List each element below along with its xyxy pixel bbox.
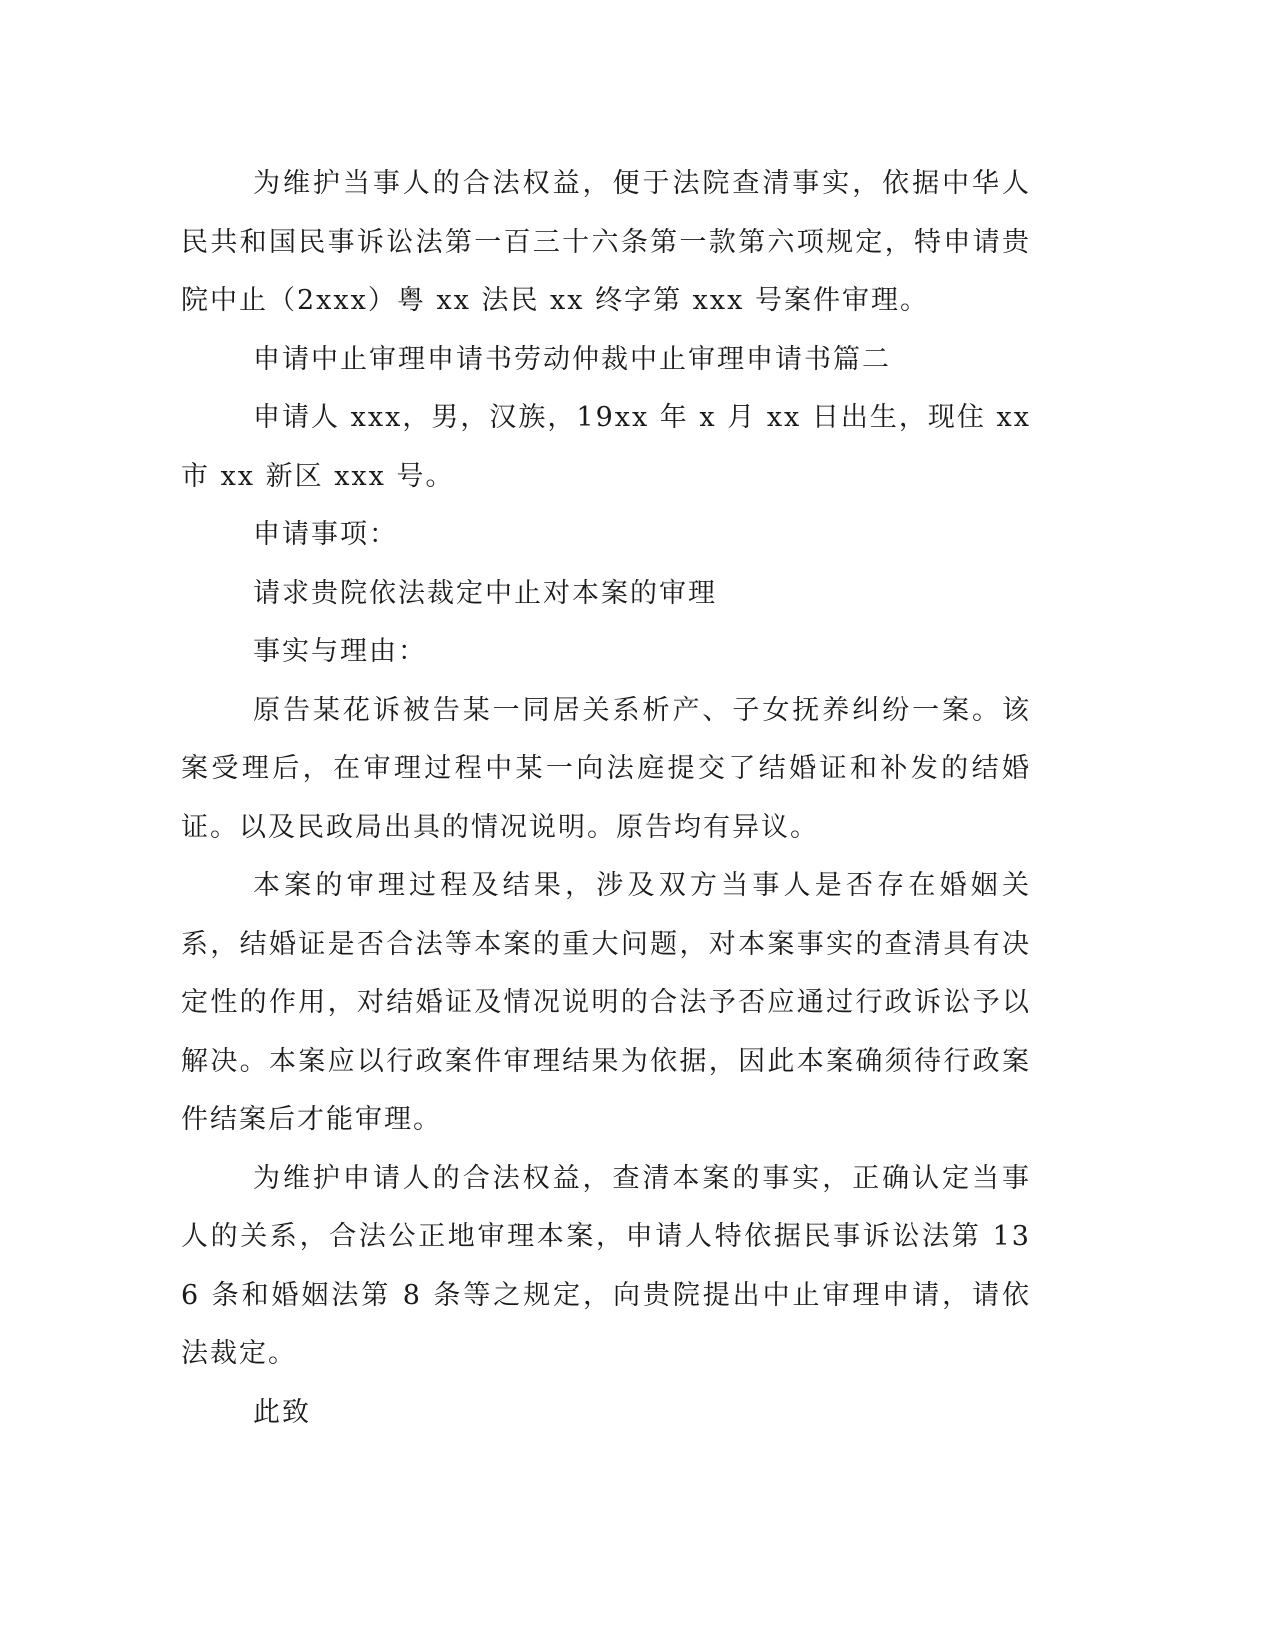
paragraph-request-label: 申请事项： (253, 519, 398, 550)
paragraph-heading-part-two: 申请中止审理申请书劳动仲裁中止审理申请书篇二 (253, 343, 891, 375)
paragraph-case-reasoning: 本案的审理过程及结果，涉及双方当事人是否存在婚姻关系，结婚证是否合法等本案的重大问题，对本案事实的查清具有决定性的作用，对结婚证及情况说明的合法予否应通过行政诉讼予以解决。本案应以行政案件审理结果为依据，因此本案确须待行政案件结案后才能审理。 (181, 870, 1031, 1135)
paragraph-request-content: 请求贵院依法裁定中止对本案的审理 (253, 577, 717, 609)
document-body (181, 155, 1031, 1442)
paragraph-legal-basis: 为维护当事人的合法权益，便于法院查清事实，依据中华人民共和国民事诉讼法第一百三十六条第一款第六项规定，特申请贵院中止（2xxx）粤 xx 法民 xx 终字第 xxx 号案件审理。 (181, 168, 1031, 316)
paragraph-facts-label: 事实与理由： (253, 636, 427, 667)
paragraph-applicant-info: 申请人 xxx，男，汉族，19xx 年 x 月 xx 日出生，现住 xx 市 xx 新区 xxx 号。 (181, 402, 1031, 492)
paragraph-closing: 此致 (253, 1396, 311, 1428)
paragraph-case-background: 原告某花诉被告某一同居关系析产、子女抚养纠纷一案。该案受理后，在审理过程中某一向法庭提交了结婚证和补发的结婚证。以及民政局出具的情况说明。原告均有异议。 (181, 694, 1031, 843)
paragraph-application-statement: 为维护申请人的合法权益，查清本案的事实，正确认定当事人的关系，合法公正地审理本案，申请人特依据民事诉讼法第 136 条和婚姻法第 8 条等之规定，向贵院提出中止审理申请，请依法裁定。 (181, 1162, 1031, 1369)
